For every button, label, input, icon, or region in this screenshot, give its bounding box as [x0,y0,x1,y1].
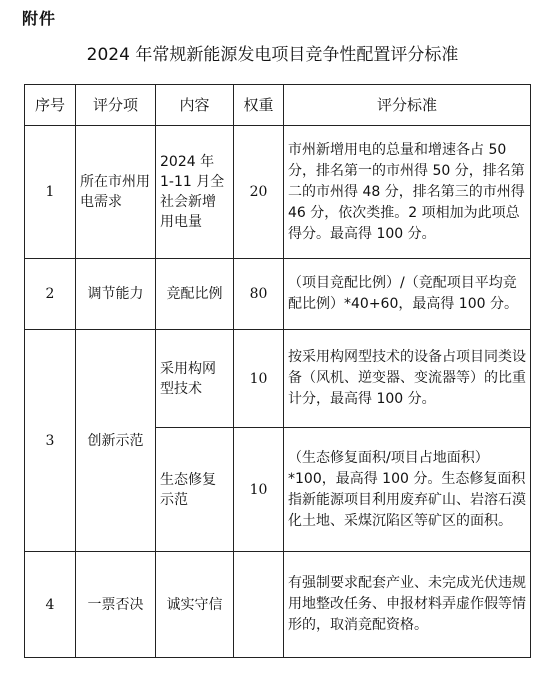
scoring-weight: 20 [234,126,284,259]
column-header-weight: 权重 [234,85,284,126]
scoring-criteria: （项目竞配比例）/（竞配项目平均竞配比例）*40+60，最高得 100 分。 [284,259,531,330]
scoring-item: 调节能力 [76,259,156,330]
column-header-content: 内容 [156,85,234,126]
column-header-no: 序号 [25,85,76,126]
scoring-content: 竞配比例 [156,259,234,330]
scoring-content: 生态修复示范 [156,428,234,552]
row-number: 1 [25,126,76,259]
table-row [25,259,531,330]
table-header-row [25,85,531,126]
scoring-criteria: 有强制要求配套产业、未完成光伏违规用地整改任务、申报材料弄虚作假等情形的，取消竞配资格。 [284,552,531,658]
scoring-item: 一票否决 [76,552,156,658]
scoring-table [24,84,531,658]
row-number: 2 [25,259,76,330]
table-row [25,330,531,428]
scoring-content: 采用构网型技术 [156,330,234,428]
attachment-label: 附件 [22,9,57,28]
table-row [25,552,531,658]
scoring-content: 2024 年 1-11 月全社会新增用电量 [156,126,234,259]
row-number: 3 [25,330,76,552]
scoring-criteria: 按采用构网型技术的设备占项目同类设备（风机、逆变器、变流器等）的比重计分，最高得 100 分。 [284,330,531,428]
scoring-item: 所在市州用电需求 [76,126,156,259]
scoring-weight [234,552,284,658]
column-header-criteria: 评分标准 [284,85,531,126]
table-row [25,126,531,259]
scoring-criteria: （生态修复面积/项目占地面积）*100，最高得 100 分。生态修复面积指新能源项目利用废弃矿山、岩溶石漠化土地、采煤沉陷区等矿区的面积。 [284,428,531,552]
row-number: 4 [25,552,76,658]
scoring-weight: 80 [234,259,284,330]
scoring-weight: 10 [234,330,284,428]
scoring-weight: 10 [234,428,284,552]
document-title: 2024 年常规新能源发电项目竞争性配置评分标准 [86,45,459,65]
scoring-criteria: 市州新增用电的总量和增速各占 50 分，排名第一的市州得 50 分，排名第二的市州得 48 分，排名第三的市州得 46 分，依次类推。2 项相加为此项总得分。最高得 100 分。 [284,126,531,259]
scoring-content: 诚实守信 [156,552,234,658]
scoring-item: 创新示范 [76,330,156,552]
column-header-item: 评分项 [76,85,156,126]
